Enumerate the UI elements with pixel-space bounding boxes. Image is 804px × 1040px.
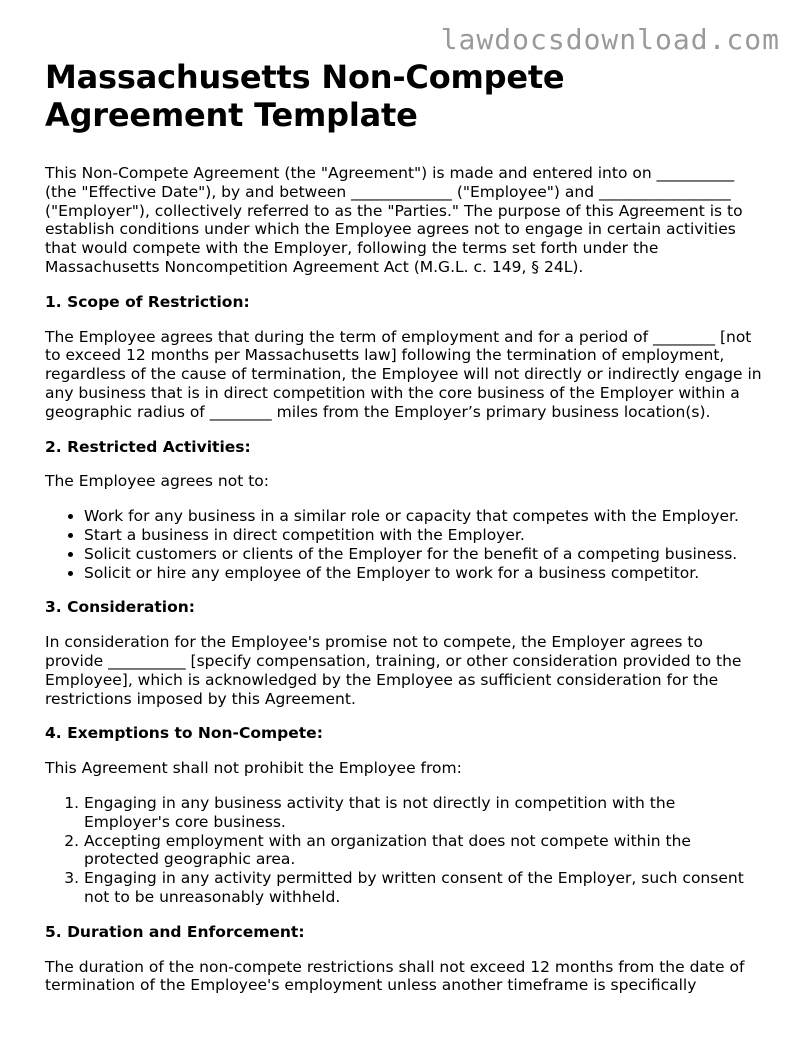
document-title: Massachusetts Non-Compete Agreement Template <box>45 58 565 134</box>
section-exemptions-intro: This Agreement shall not prohibit the Employee from: <box>45 759 462 778</box>
exemptions-list <box>45 794 765 907</box>
section-exemptions-heading: 4. Exemptions to Non-Compete: <box>45 724 323 743</box>
section-consideration-heading: 3. Consideration: <box>45 598 195 617</box>
restricted-activities-list <box>45 507 765 582</box>
list-item: 2. Accepting employment with an organization that does not compete within the protected geographic area. <box>84 832 765 870</box>
list-item: • Solicit customers or clients of the Employer for the benefit of a competing business. <box>84 545 765 564</box>
document-page <box>45 58 765 995</box>
watermark: lawdocsdownload.com <box>440 23 780 56</box>
list-item: • Solicit or hire any employee of the Employer to work for a business competitor. <box>84 564 765 583</box>
section-duration-heading: 5. Duration and Enforcement: <box>45 922 305 941</box>
list-item: 3. Engaging in any activity permitted by written consent of the Employer, such consent not to be unreasonably withheld. <box>84 869 765 907</box>
section-consideration-text: In consideration for the Employee's promise not to compete, the Employer agrees to provide __________ [specify compensation, training, or other consideration provided to the Employee], which is acknowledged by the Employee as sufficient consideration for the restrictions imposed by this Agreement. <box>45 633 742 708</box>
section-restricted-heading: 2. Restricted Activities: <box>45 437 251 456</box>
list-item: • Start a business in direct competition with the Employer. <box>84 526 765 545</box>
section-restricted-intro: The Employee agrees not to: <box>45 472 269 491</box>
intro-paragraph: This Non-Compete Agreement (the "Agreement") is made and entered into on __________ (the "Effective Date"), by and between _____________ ("Employee") and _________________ ("Employer"), collectively referred to as the "Parties." The purpose of this Agreement is to establish conditions under which the Employee agrees not to engage in certain activities that would compete with the Employer, following the terms set forth under the Massachusetts Noncompetition Agreement Act (M.G.L. c. 149, § 24L). <box>45 164 743 276</box>
section-scope-text: The Employee agrees that during the term of employment and for a period of ________ [not to exceed 12 months per Massachusetts law] following the termination of employment, regardless of the cause of termination, the Employee will not directly or indirectly engage in any business that is in direct competition with the core business of the Employer within a geographic radius of ________ miles from the Employer’s primary business location(s). <box>45 327 762 421</box>
list-item: • Work for any business in a similar role or capacity that competes with the Employer. <box>84 507 765 526</box>
section-scope-heading: 1. Scope of Restriction: <box>45 292 250 311</box>
list-item: 1. Engaging in any business activity that is not directly in competition with the Employer's core business. <box>84 794 765 832</box>
section-duration-text: The duration of the non-compete restrictions shall not exceed 12 months from the date of termination of the Employee's employment unless another timeframe is specifically <box>45 957 745 995</box>
